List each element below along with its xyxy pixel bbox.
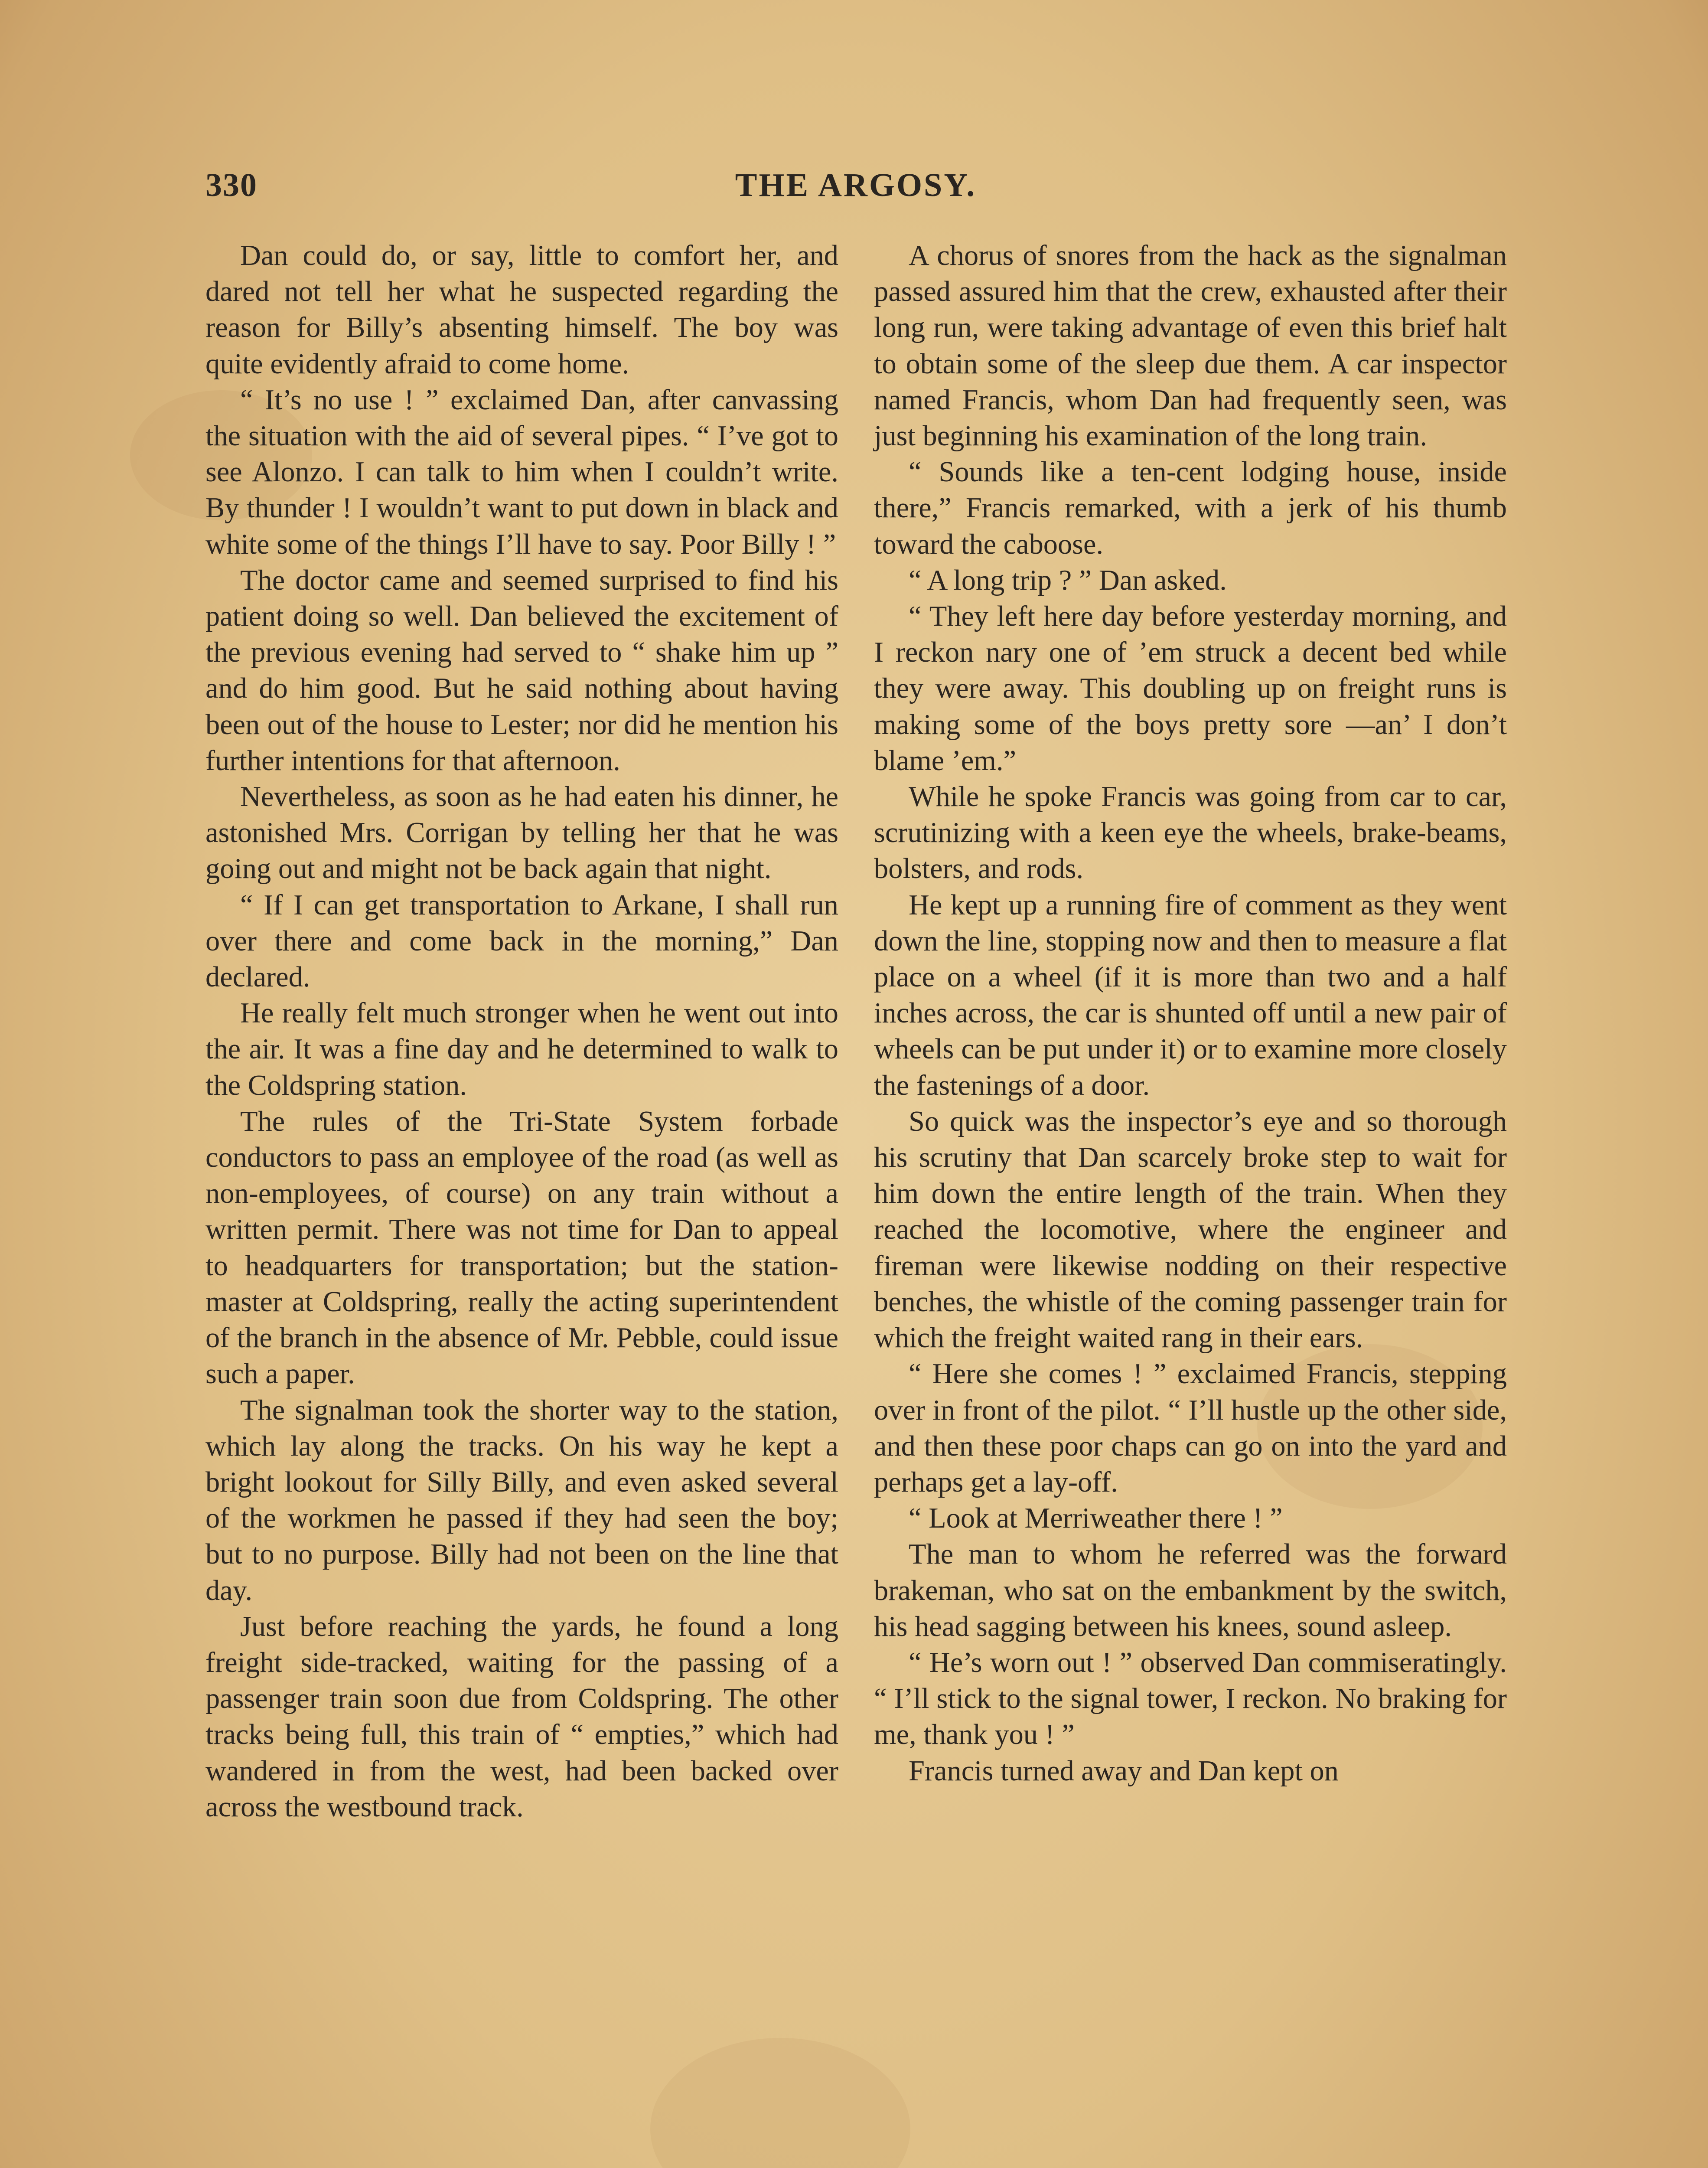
paragraph: “ Sounds like a ten-cent lodging house, inside there,” Francis remarked, with a jerk of his thumb toward the caboose.: [874, 456, 1507, 560]
paragraph: “ A long trip ? ” Dan asked.: [909, 564, 1227, 596]
paragraph: He kept up a running fire of comment as they went down the line, stopping now and then to measure a flat place on a wheel (if it is more than two and a half inches across, the car is shunted off until a new pair of wheels can be put under it) or to examine more closely the fastenings of a door.: [874, 889, 1507, 1101]
text-column-right: [874, 238, 1507, 1789]
paragraph: “ It’s no use ! ” exclaimed Dan, after canvassing the situation with the aid of several pipes. “ I’ve got to see Alonzo. I can talk to him when I couldn’t write. By thunder ! I wouldn’t want to put down in black and white some of the things I’ll have to say. Poor Billy ! ”: [205, 384, 838, 560]
paragraph: The rules of the Tri-State System forbade conductors to pass an employee of the road (as well as non-employees, of course) on any train without a written permit. There was not time for Dan to appeal to headquarters for transportation; but the station-master at Coldspring, really the acting superintendent of the branch in the absence of Mr. Pebble, could issue such a paper.: [205, 1105, 838, 1390]
paragraph: “ If I can get transportation to Arkane, I shall run over there and come back in the morning,” Dan declared.: [205, 889, 838, 993]
paragraph: Francis turned away and Dan kept on: [909, 1755, 1339, 1787]
paragraph: Dan could do, or say, little to comfort her, and dared not tell her what he suspected regarding the reason for Billy’s absenting himself. The boy was quite evidently afraid to come home.: [205, 240, 838, 380]
running-head: [205, 161, 1506, 218]
paragraph: A chorus of snores from the hack as the signalman passed assured him that the crew, exhausted after their long run, were taking advantage of even this brief halt to obtain some of the sleep due them. A car inspector named Francis, whom Dan had frequently seen, was just beginning his examination of the long train.: [874, 240, 1507, 452]
page-number: 330: [205, 167, 258, 203]
paragraph: “ Here she comes ! ” exclaimed Francis, stepping over in front of the pilot. “ I’ll hustle up the other side, and then these poor chaps can go on into the yard and perhaps get a lay-off.: [874, 1358, 1507, 1498]
paragraph: “ They left here day before yesterday morning, and I reckon nary one of ’em struck a decent bed while they were away. This doubling up on freight runs is making some of the boys pretty sore —an’ I don’t blame ’em.”: [874, 601, 1507, 777]
text-column-left: [205, 238, 838, 1825]
paragraph: The man to whom he referred was the forward brakeman, who sat on the embankment by the switch, his head sagging between his knees, sound asleep.: [874, 1538, 1507, 1642]
paragraph: Nevertheless, as soon as he had eaten his dinner, he astonished Mrs. Corrigan by telling her that he was going out and might not be back again that night.: [205, 781, 838, 885]
paragraph: “ He’s worn out ! ” observed Dan commiseratingly. “ I’ll stick to the signal tower, I reckon. No braking for me, thank you ! ”: [874, 1646, 1507, 1751]
paragraph: He really felt much stronger when he went out into the air. It was a fine day and he determined to walk to the Coldspring station.: [205, 997, 838, 1101]
paragraph: Just before reaching the yards, he found a long freight side-tracked, waiting for the passing of a passenger train soon due from Coldspring. The other tracks being full, this train of “ empties,” which had wandered in from the west, had been backed over across the westbound track.: [205, 1610, 838, 1823]
running-title: THE ARGOSY.: [735, 167, 977, 203]
paragraph: So quick was the inspector’s eye and so thorough his scrutiny that Dan scarcely broke step to wait for him down the entire length of the train. When they reached the locomotive, where the engineer and fireman were likewise nodding on their respective benches, the whistle of the coming passenger train for which the freight waited rang in their ears.: [874, 1105, 1507, 1354]
paragraph: The signalman took the shorter way to the station, which lay along the tracks. On his way he kept a bright lookout for Silly Billy, and even asked several of the workmen he passed if they had seen the boy; but to no purpose. Billy had not been on the line that day.: [205, 1394, 838, 1606]
paragraph: The doctor came and seemed surprised to find his patient doing so well. Dan believed the excitement of the previous evening had served to “ shake him up ” and do him good. But he said nothing about having been out of the house to Lester; nor did he mention his further intentions for that afternoon.: [205, 564, 838, 777]
paper-stain: [650, 2038, 910, 2168]
paragraph: “ Look at Merriweather there ! ”: [909, 1502, 1283, 1535]
paragraph: While he spoke Francis was going from car to car, scrutinizing with a keen eye the wheels, brake-beams, bolsters, and rods.: [874, 781, 1507, 885]
